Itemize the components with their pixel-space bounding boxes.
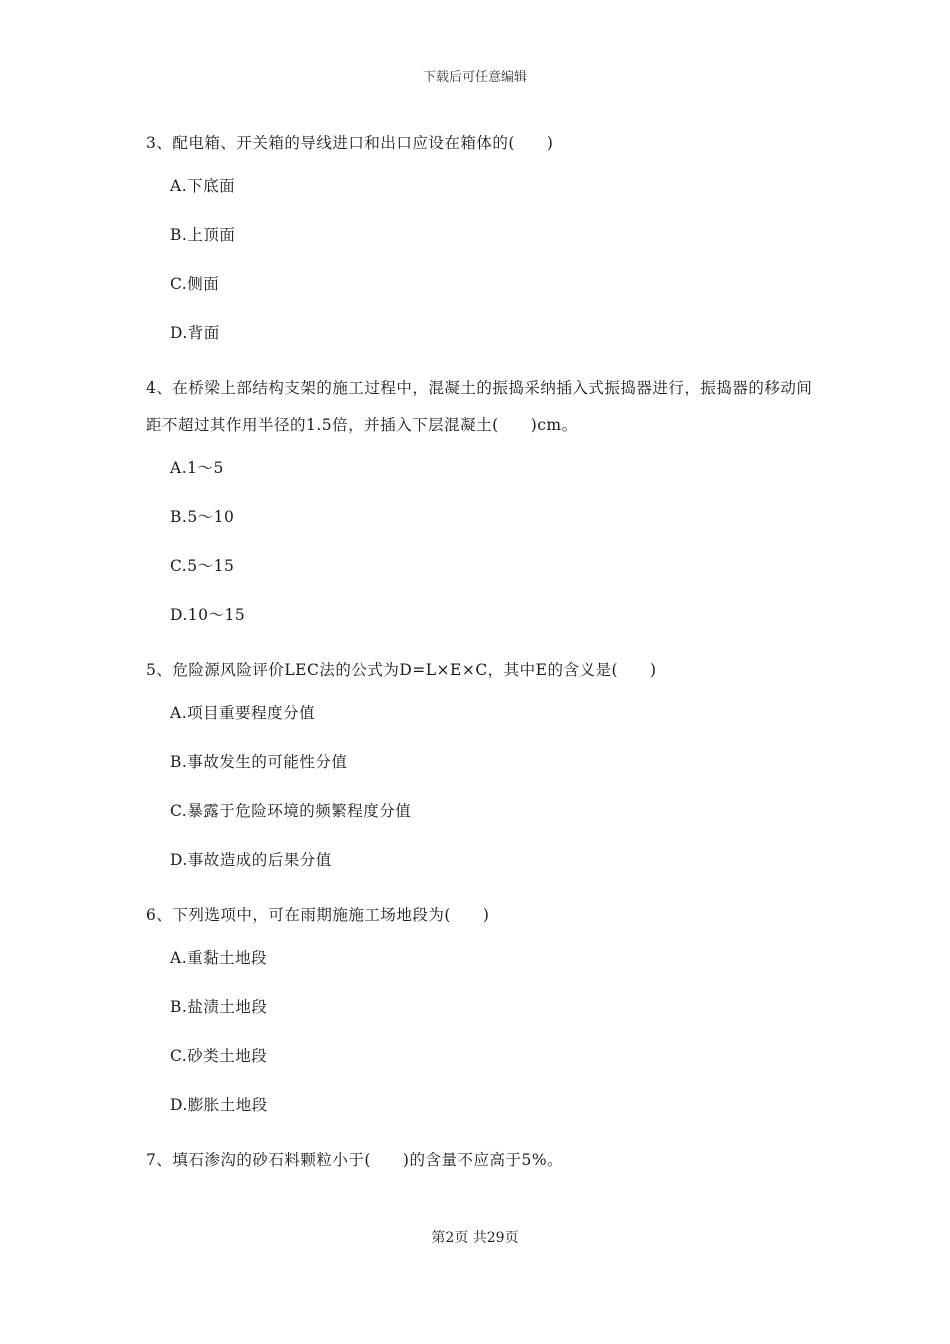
- question-text: 3、配电箱、开关箱的导线进口和出口应设在箱体的( ): [146, 134, 554, 152]
- option-b: B.盐渍土地段: [170, 998, 268, 1016]
- question-list: [146, 125, 816, 1191]
- question-4: [146, 370, 816, 627]
- question-5: [146, 652, 816, 872]
- question-text: 4、在桥梁上部结构支架的施工过程中，混凝土的振捣采纳插入式振捣器进行，振捣器的移动间距不超过其作用半径的1.5倍，并插入下层混凝土( )cm。: [146, 379, 813, 434]
- question-text: 6、下列选项中，可在雨期施施工场地段为( ): [146, 906, 490, 924]
- option-b: B.事故发生的可能性分值: [170, 753, 348, 771]
- page-number: 第2页 共29页: [431, 1230, 519, 1246]
- option-a: A.1～5: [170, 459, 224, 477]
- option-c: C.侧面: [170, 275, 220, 293]
- option-a: A.重黏土地段: [170, 949, 268, 967]
- option-b: B.5～10: [170, 508, 235, 526]
- question-6: [146, 897, 816, 1117]
- option-a: A.项目重要程度分值: [170, 704, 316, 722]
- option-d: D.膨胀土地段: [170, 1096, 268, 1114]
- question-text: 5、危险源风险评价LEC法的公式为D=L×E×C，其中E的含义是( ): [146, 661, 657, 679]
- question-7: [146, 1142, 816, 1179]
- option-d: D.事故造成的后果分值: [170, 851, 332, 869]
- option-c: C.砂类土地段: [170, 1047, 268, 1065]
- option-c: C.5～15: [170, 557, 235, 575]
- option-d: D.背面: [170, 324, 220, 342]
- option-b: B.上顶面: [170, 226, 236, 244]
- option-c: C.暴露于危险环境的频繁程度分值: [170, 802, 412, 820]
- page-header-note: 下载后可任意编辑: [422, 70, 527, 85]
- option-a: A.下底面: [170, 177, 236, 195]
- question-3: [146, 125, 816, 345]
- option-d: D.10～15: [170, 606, 246, 624]
- question-text: 7、填石渗沟的砂石料颗粒小于( )的含量不应高于5%。: [146, 1151, 564, 1169]
